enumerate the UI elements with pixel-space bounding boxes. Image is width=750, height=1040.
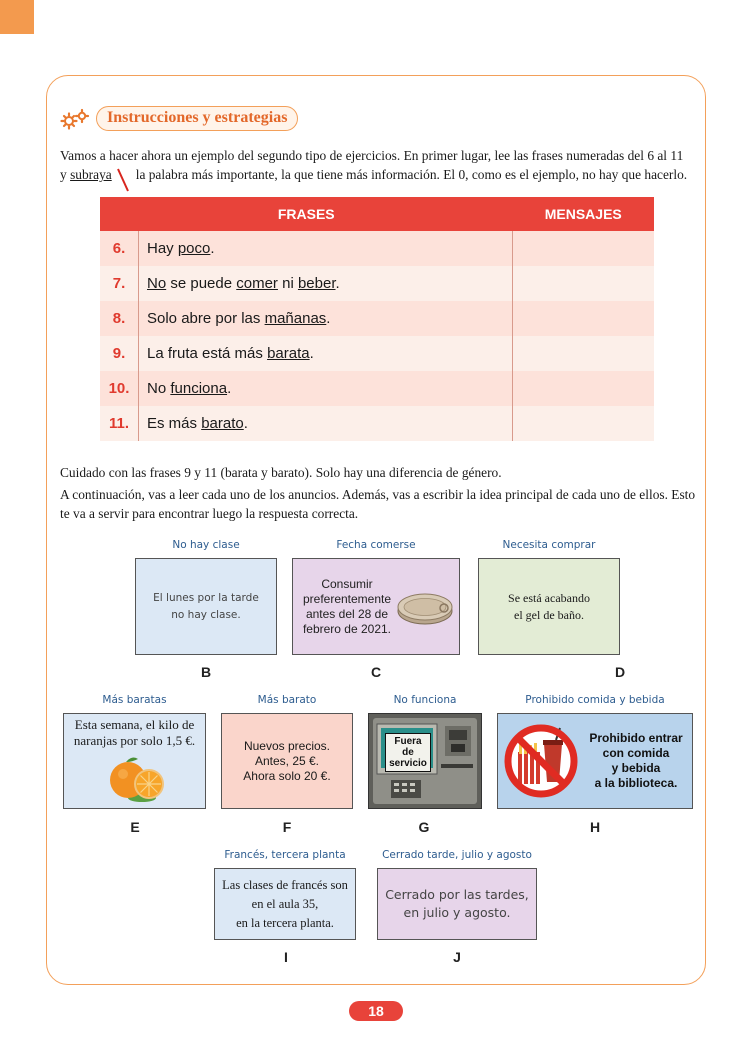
underlined-word: No [147, 275, 167, 292]
card-f-line1: Nuevos precios. [243, 738, 331, 753]
sardine-can-icon [395, 585, 455, 629]
card-i-label: Francés, tercera planta [224, 849, 346, 861]
card-c-letter: C [370, 664, 382, 680]
sentence-text: ni [277, 275, 298, 292]
card-i-line3: en la tercera planta. [236, 915, 334, 930]
card-j-line1: Cerrado por las tardes, [385, 887, 529, 902]
card-b-line2: no hay clase. [171, 608, 241, 621]
card-c-label: Fecha comerse [336, 539, 416, 551]
card-i-line2: en el aula 35, [251, 896, 319, 911]
section-header [60, 106, 298, 131]
sentence-text: . [210, 240, 215, 257]
table-row [100, 301, 654, 336]
header-frases: FRASES [100, 197, 513, 231]
row-sentence [139, 371, 513, 406]
card-d-line1: Se está acabando [508, 590, 590, 605]
card-c-line4: febrero de 2021. [302, 621, 392, 636]
answer-cell[interactable] [513, 266, 655, 301]
row-number: 11. [100, 406, 139, 441]
row-sentence [139, 406, 513, 441]
frases-table [100, 197, 654, 441]
row-number: 10. [100, 371, 139, 406]
atm-sign-line2: de [402, 747, 414, 758]
intro-paragraph [60, 146, 690, 193]
table-row [100, 371, 654, 406]
card-j-letter: J [453, 949, 461, 965]
card-h-letter: H [589, 819, 601, 835]
card-h-line4: a la biblioteca. [594, 776, 678, 790]
atm-sign-line3: servicio [389, 758, 427, 769]
row-sentence [139, 301, 513, 336]
table-row [100, 336, 654, 371]
card-c-line3: antes del 28 de [305, 606, 389, 621]
card-f-label: Más barato [257, 694, 317, 706]
card-h-line2: con comida [602, 746, 670, 760]
atm-sign [385, 733, 431, 772]
underlined-word: barata [267, 345, 310, 362]
row-number: 6. [100, 231, 139, 266]
card-h-line3: y bebida [611, 761, 661, 775]
sentence-text: La fruta está más [147, 345, 268, 362]
sentence-text: . [227, 380, 232, 397]
row-sentence [139, 266, 513, 301]
sentence-text: Hay [147, 240, 178, 257]
card-b-label: No hay clase [172, 539, 240, 551]
underlined-word: poco [177, 240, 211, 257]
row-number: 9. [100, 336, 139, 371]
sentence-text: No [147, 380, 171, 397]
atm-sign-line1: Fuera [394, 736, 422, 747]
card-h-line1: Prohibido entrar [589, 731, 683, 745]
underlined-word: beber [297, 275, 336, 292]
card-f-line3: Ahora solo 20 €. [243, 768, 331, 783]
card-d-letter: D [614, 664, 626, 680]
table-row [100, 406, 654, 441]
underlined-word: comer [236, 275, 278, 292]
section-title: Instrucciones y estrategias [96, 106, 298, 131]
card-i [214, 868, 356, 940]
card-c-line1: Consumir [321, 576, 373, 591]
card-j [377, 868, 537, 940]
note-instructions: A continuación, vas a leer cada uno de los anuncios. Además, vas a escribir la idea principal de cada uno de ellos. Esto te va a servir para encontrar luego la respuesta correcta. [60, 487, 696, 521]
card-c-line2: preferentemente [302, 591, 392, 606]
sentence-text: . [243, 415, 248, 432]
card-b-line1: El lunes por la tarde [153, 591, 259, 604]
card-f-line2: Antes, 25 €. [254, 753, 320, 768]
no-food-icon [502, 722, 580, 800]
answer-cell[interactable] [513, 231, 655, 266]
answer-cell[interactable] [513, 336, 655, 371]
corner-tab [0, 0, 34, 34]
row-number: 8. [100, 301, 139, 336]
gears-icon [60, 108, 90, 130]
card-e-line1: Esta semana, el kilo de [74, 717, 195, 732]
underlined-word: funciona [170, 380, 228, 397]
card-e-label: Más baratas [102, 694, 167, 706]
frases-body [100, 231, 654, 441]
card-e-letter: E [130, 819, 140, 835]
answer-cell[interactable] [513, 371, 655, 406]
sentence-text: se puede [166, 275, 237, 292]
card-d [478, 558, 620, 655]
slash-mark-icon [114, 167, 132, 193]
card-b-letter: B [200, 664, 212, 680]
card-j-label: Cerrado tarde, julio y agosto [382, 849, 532, 861]
card-f [221, 713, 353, 809]
note-gender: Cuidado con las frases 9 y 11 (barata y barato). Solo hay una diferencia de género. [60, 465, 502, 480]
card-i-letter: I [284, 949, 288, 965]
table-row [100, 266, 654, 301]
intro-text-2: la palabra más importante, la que tiene más información. El 0, como es el ejemplo, no hay que hacerlo. [135, 167, 688, 182]
card-i-line1: Las clases de francés son [222, 877, 348, 892]
answer-cell[interactable] [513, 406, 655, 441]
sentence-text: . [335, 275, 340, 292]
row-number: 7. [100, 266, 139, 301]
card-d-label: Necesita comprar [502, 539, 596, 551]
sentence-text: . [309, 345, 314, 362]
sentence-text: Solo abre por las [147, 310, 265, 327]
row-sentence [139, 336, 513, 371]
card-g-label: No funciona [393, 694, 457, 706]
table-row [100, 231, 654, 266]
card-h [497, 713, 693, 809]
card-e [63, 713, 206, 809]
sentence-text: Es más [147, 415, 202, 432]
underlined-word: barato [201, 415, 244, 432]
sentence-text: . [326, 310, 331, 327]
header-mensajes: MENSAJES [513, 197, 655, 231]
card-g-letter: G [418, 819, 430, 835]
orange-icon [102, 750, 168, 804]
card-j-line2: en julio y agosto. [403, 905, 511, 920]
card-e-line2: naranjas por solo 1,5 €. [73, 733, 196, 748]
intro-text-1: Vamos a hacer ahora un ejemplo del segundo tipo de ejercicios. En primer lugar, lee las frases numeradas del 6 al 11 y [60, 148, 684, 182]
card-d-line2: el gel de baño. [514, 607, 584, 622]
card-h-label: Prohibido comida y bebida [525, 694, 665, 706]
card-g [368, 713, 482, 809]
card-f-letter: F [282, 819, 292, 835]
answer-cell[interactable] [513, 301, 655, 336]
intro-underlined-word: subraya [70, 167, 112, 182]
underlined-word: mañanas [264, 310, 327, 327]
card-b [135, 558, 277, 655]
card-c [292, 558, 460, 655]
page-number: 18 [349, 1001, 403, 1021]
row-sentence [139, 231, 513, 266]
